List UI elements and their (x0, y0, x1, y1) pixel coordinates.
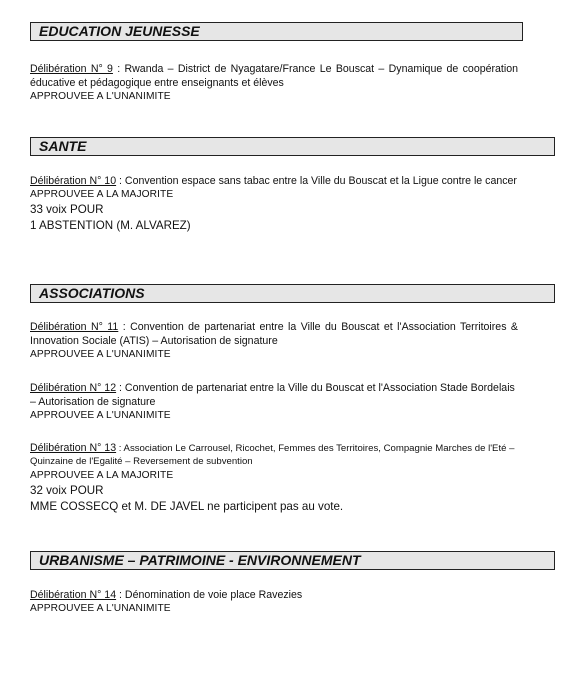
deliberation-10-vote-abstention: 1 ABSTENTION (M. ALVAREZ) (30, 219, 191, 232)
deliberation-13-vote-for: 32 voix POUR (30, 484, 104, 497)
deliberation-12-text (30, 381, 518, 409)
deliberation-11-text (30, 320, 518, 348)
deliberation-9-ref: Délibération N° 9 (30, 63, 113, 75)
deliberation-11-ref: Délibération N° 11 (30, 321, 119, 333)
deliberation-13 (30, 442, 518, 515)
deliberation-13-non-participation: MME COSSECQ et M. DE JAVEL ne participent pas au vote. (30, 500, 344, 513)
deliberation-10-status: APPROUVEE A LA MAJORITE (30, 189, 174, 200)
deliberation-12-description: : Convention de partenariat entre la Ville du Bouscat et l'Association Stade Bordelais – Autorisation de signature (30, 382, 515, 408)
section-header-associations: ASSOCIATIONS (30, 284, 555, 303)
deliberation-11-status: APPROUVEE A L'UNANIMITE (30, 349, 171, 360)
deliberation-12-ref: Délibération N° 12 (30, 382, 117, 394)
deliberation-12-status: APPROUVEE A L'UNANIMITE (30, 410, 171, 421)
deliberation-9-status: APPROUVEE A L'UNANIMITE (30, 91, 171, 102)
deliberation-9 (30, 62, 518, 104)
deliberation-14-ref: Délibération N° 14 (30, 589, 117, 601)
deliberation-14-description: : Dénomination de voie place Ravezies (116, 589, 303, 601)
deliberation-10 (30, 174, 518, 234)
deliberation-14 (30, 588, 518, 616)
deliberation-10-text (30, 174, 518, 188)
deliberation-10-vote-for: 33 voix POUR (30, 203, 104, 216)
deliberation-13-description: : Association Le Carrousel, Ricochet, Femmes des Territoires, Compagnie Marches de l'Eté – Quinzaine de l'Egalité – Reversement de subvention (30, 443, 515, 467)
deliberation-9-description: : Rwanda – District de Nyagatare/France Le Bouscat – Dynamique de coopération éducative et pédagogique entre enseignants et élèves (30, 63, 518, 89)
deliberation-9-text (30, 62, 518, 90)
deliberation-13-status: APPROUVEE A LA MAJORITE (30, 470, 174, 481)
deliberation-10-description: : Convention espace sans tabac entre la Ville du Bouscat et la Ligue contre le cancer (116, 175, 517, 187)
deliberation-13-ref: Délibération N° 13 (30, 442, 117, 454)
deliberation-11 (30, 320, 518, 362)
section-header-urbanisme-patrimoine-environnement: URBANISME – PATRIMOINE - ENVIRONNEMENT (30, 551, 555, 570)
deliberation-12 (30, 381, 518, 423)
deliberation-10-ref: Délibération N° 10 (30, 175, 117, 187)
deliberation-13-text (30, 442, 518, 468)
deliberation-11-description: : Convention de partenariat entre la Ville du Bouscat et l'Association Territoires & Innovation Sociale (ATIS) – Autorisation de signature (30, 321, 518, 347)
deliberation-14-status: APPROUVEE A L'UNANIMITE (30, 603, 171, 614)
deliberation-14-text (30, 588, 518, 602)
section-header-sante: SANTE (30, 137, 555, 156)
section-header-education-jeunesse: EDUCATION JEUNESSE (30, 22, 523, 41)
